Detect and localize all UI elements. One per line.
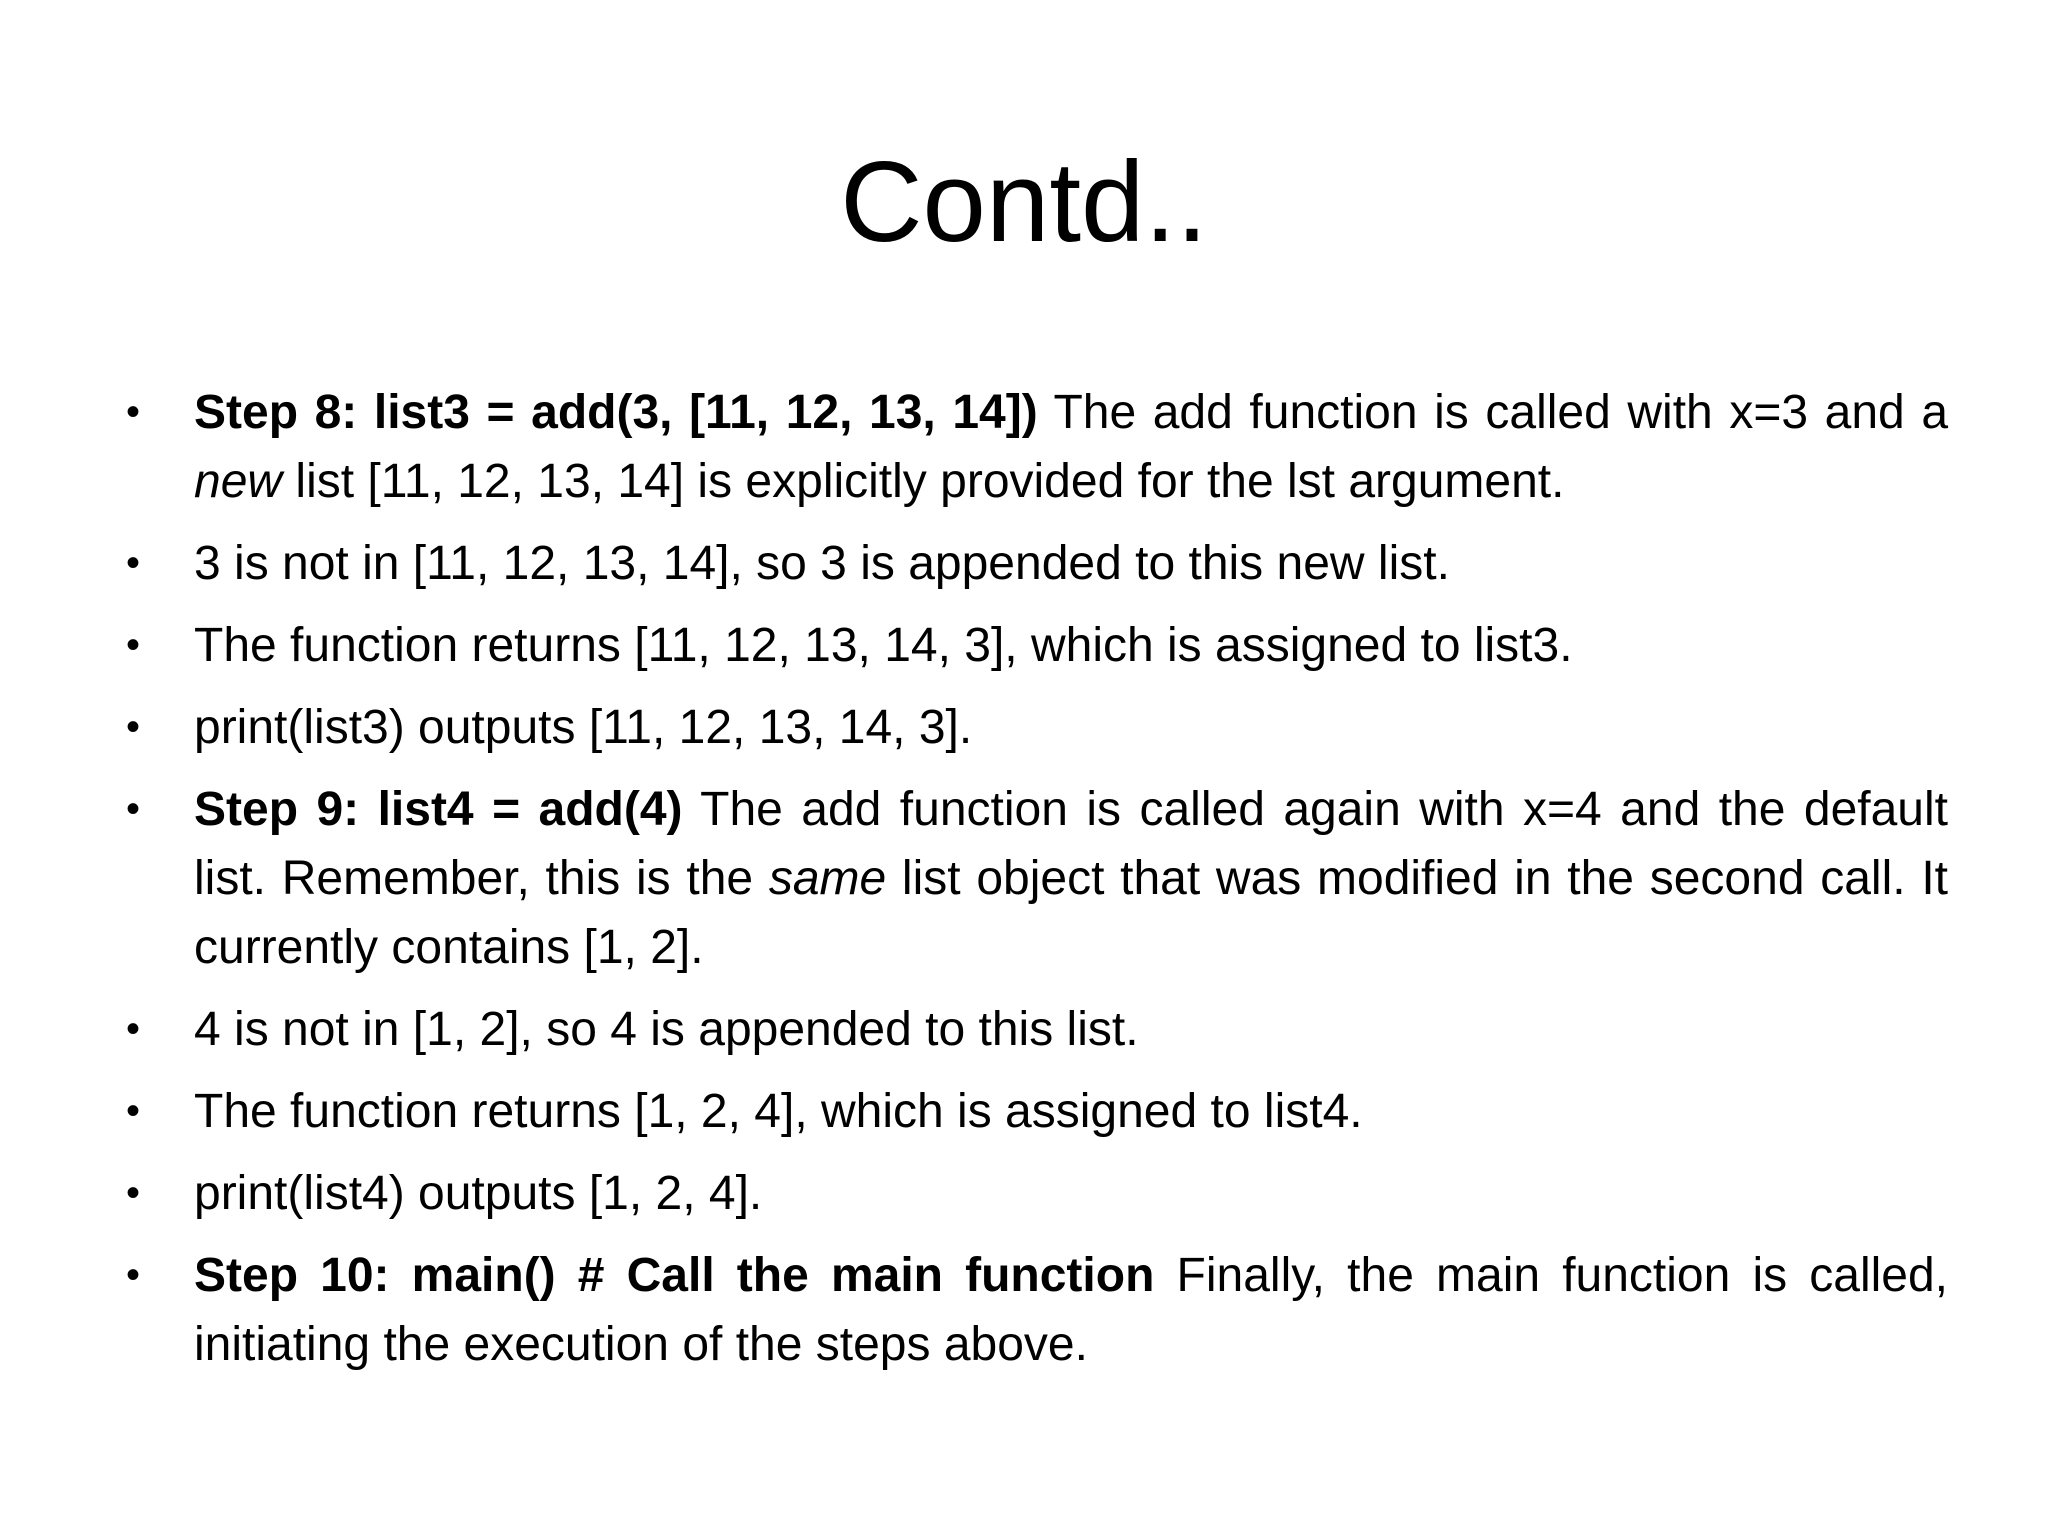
bullet-text: 3 is not in [11, 12, 13, 14], so 3 is appended to this new list. [194, 537, 1450, 590]
step-8-heading: Step 8: list3 = add(3, [11, 12, 13, 14]) [194, 386, 1038, 439]
step-9-emphasis: same [768, 852, 887, 905]
bullet-dot-icon: • [126, 1089, 141, 1133]
bullet-dot-icon: • [126, 1253, 141, 1297]
step-9-text: The add function is called again with x=4 and the default list. Remember, this is the [194, 783, 1948, 905]
bullet-text: print(list3) outputs [11, 12, 13, 14, 3]. [194, 701, 973, 754]
bullet-dot-icon: • [126, 541, 141, 585]
bullet-item [120, 995, 1948, 1064]
bullet-text: The function returns [11, 12, 13, 14, 3], which is assigned to list3. [194, 619, 1573, 672]
step-10-heading: Step 10: main() # Call the main function [194, 1249, 1155, 1302]
step-8-text: The add function is called with x=3 and a [1037, 386, 1949, 439]
step-10-text: Finally, the main function is called, initiating the execution of the steps above. [194, 1249, 1949, 1371]
bullet-step-9 [120, 775, 1948, 982]
step-8-text-end: list [11, 12, 13, 14] is explicitly provided for the lst argument. [282, 455, 1565, 508]
bullet-dot-icon: • [126, 623, 141, 667]
bullet-item [120, 1077, 1948, 1146]
slide-title: Contd.. [840, 139, 1208, 266]
bullet-dot-icon: • [126, 705, 141, 749]
bullet-step-10 [120, 1241, 1948, 1379]
bullet-item [120, 611, 1948, 680]
bullet-list [120, 378, 1948, 1392]
bullet-text: The function returns [1, 2, 4], which is assigned to list4. [194, 1085, 1363, 1138]
bullet-text: print(list4) outputs [1, 2, 4]. [194, 1167, 763, 1220]
bullet-item [120, 1159, 1948, 1228]
bullet-step-8 [120, 378, 1948, 516]
bullet-item [120, 693, 1948, 762]
bullet-dot-icon: • [126, 1171, 141, 1215]
bullet-item [120, 529, 1948, 598]
step-9-text-end: list object that was modified in the second call. It currently contains [1, 2]. [194, 852, 1948, 974]
bullet-text: 4 is not in [1, 2], so 4 is appended to this list. [194, 1003, 1139, 1056]
step-9-heading: Step 9: list4 = add(4) [194, 783, 683, 836]
step-8-emphasis: new [194, 455, 283, 508]
bullet-dot-icon: • [126, 390, 141, 434]
bullet-dot-icon: • [126, 1007, 141, 1051]
bullet-dot-icon: • [126, 787, 141, 831]
